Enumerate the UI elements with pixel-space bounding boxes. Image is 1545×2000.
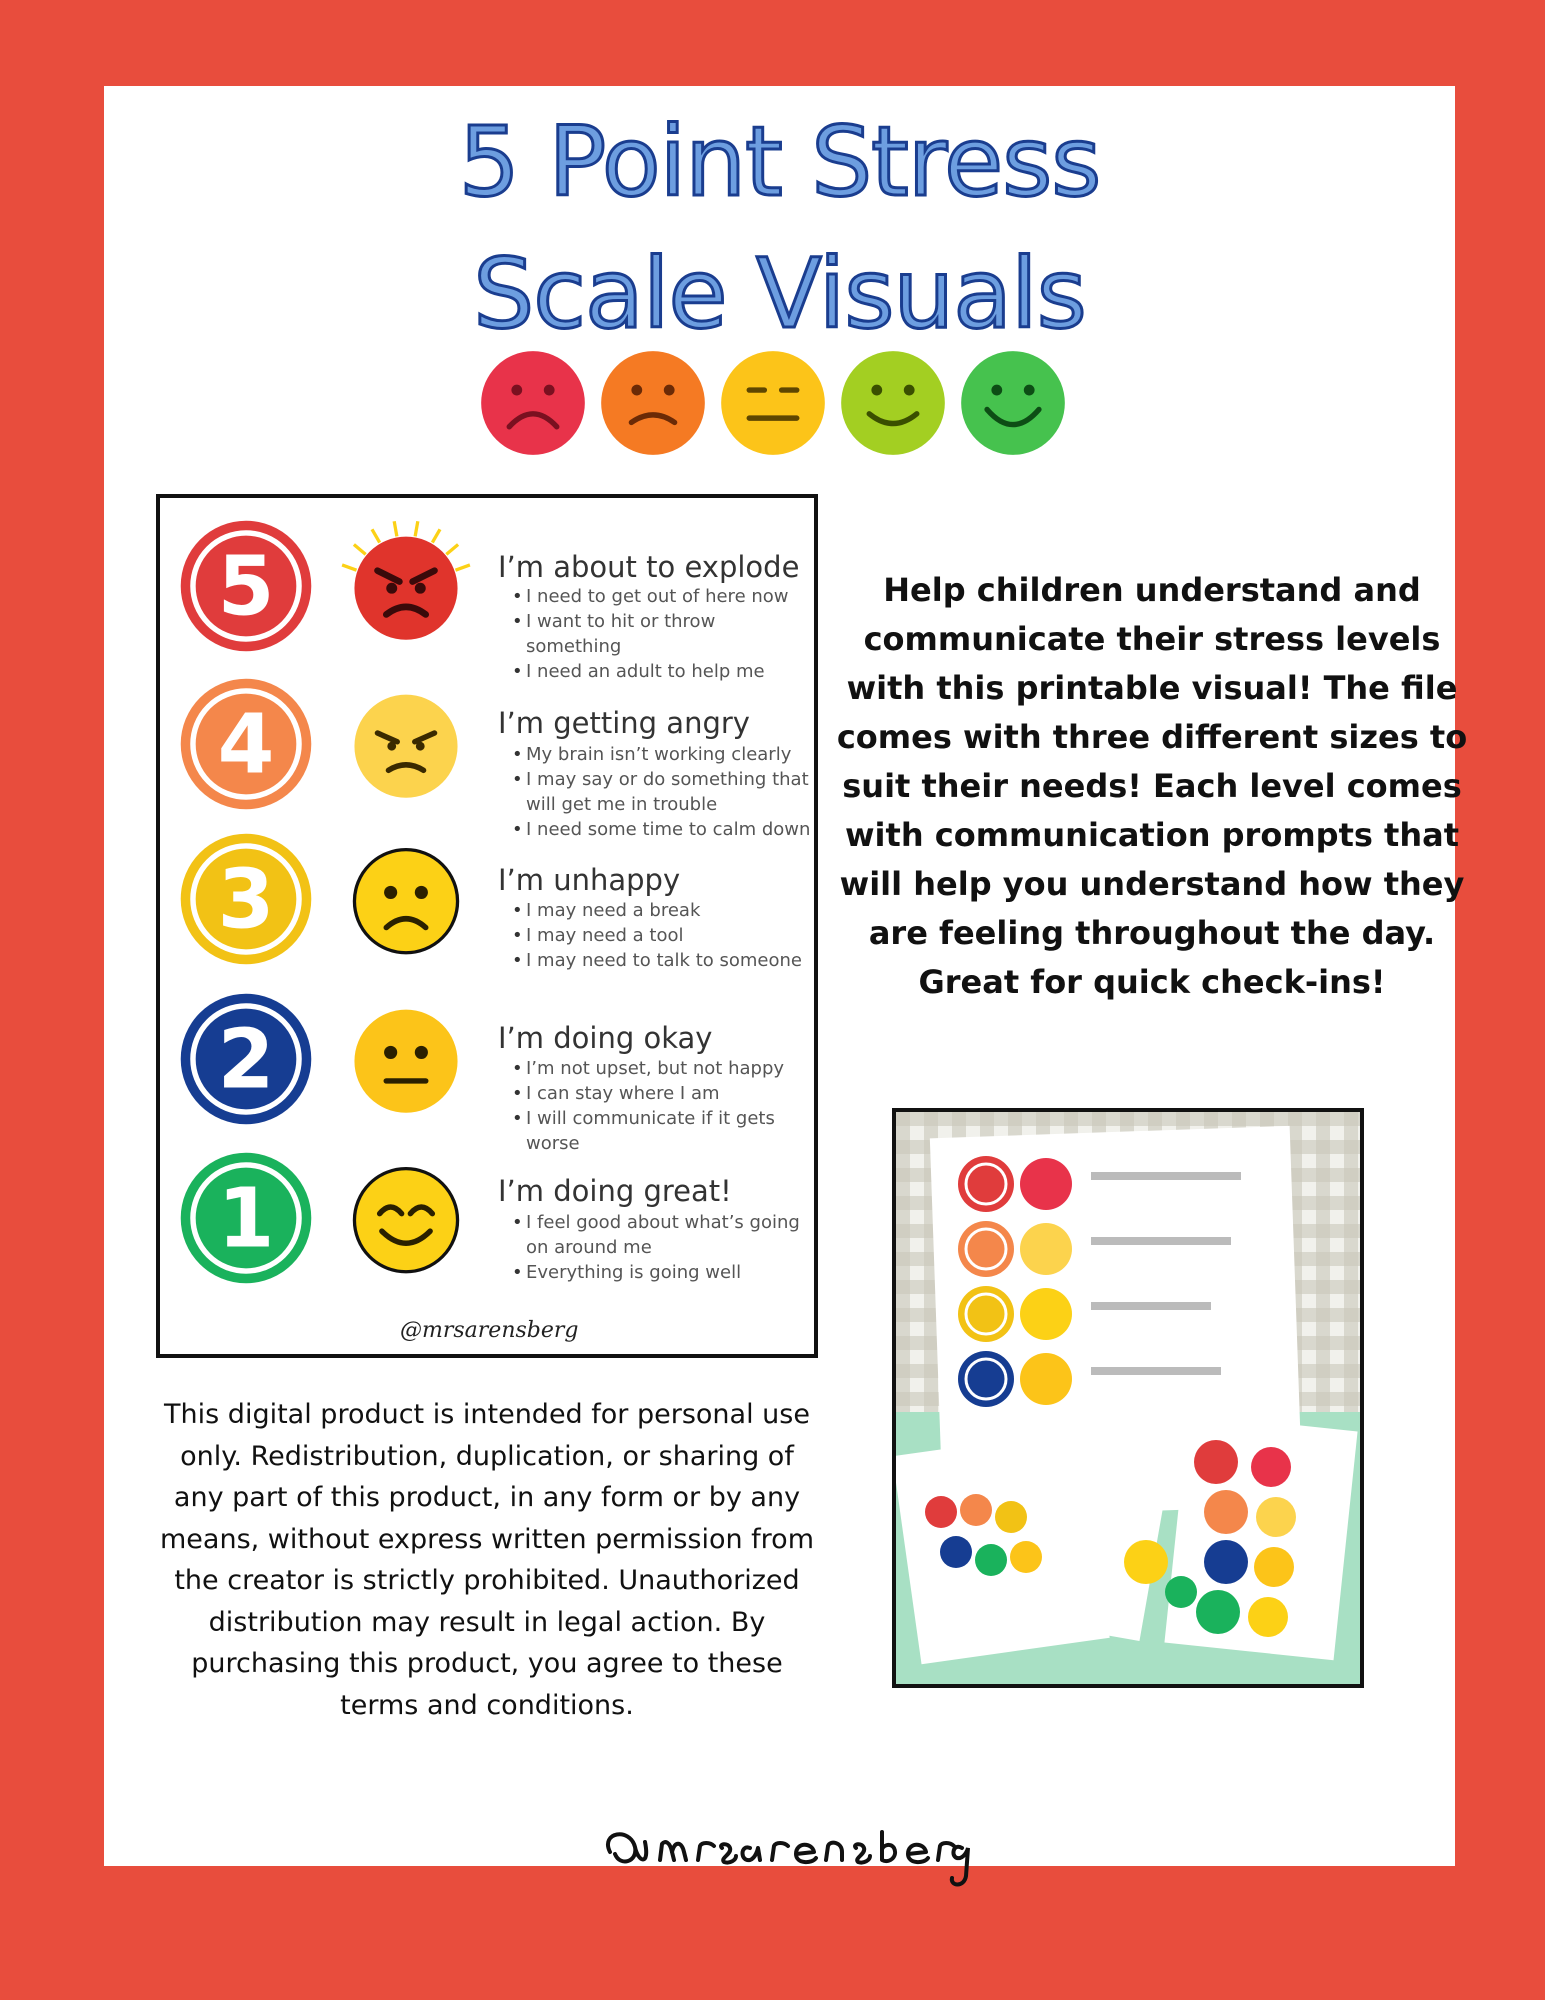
very-sad-face-icon bbox=[479, 349, 587, 457]
level-number-badge bbox=[178, 1150, 314, 1286]
title-line-1: 5 Point Stress bbox=[458, 106, 1101, 218]
signature-handwriting bbox=[590, 1812, 970, 1892]
level-number-badge bbox=[178, 991, 314, 1127]
neutral-face-icon bbox=[338, 991, 474, 1127]
level-prompts bbox=[500, 898, 812, 973]
level-number: 2 bbox=[217, 1012, 275, 1108]
level-number: 4 bbox=[217, 697, 275, 793]
frustrated-face-icon bbox=[338, 676, 474, 812]
level-number: 3 bbox=[217, 852, 275, 948]
level-number-badge bbox=[178, 676, 314, 812]
level-heading: I’m doing great! bbox=[498, 1174, 732, 1208]
level-prompt-item: • I need to get out of here now bbox=[512, 584, 812, 609]
level-prompt-item: • I may need to talk to someone bbox=[512, 948, 812, 973]
level-heading: I’m unhappy bbox=[498, 863, 681, 897]
level-prompt-item: • I may need a break bbox=[512, 898, 812, 923]
level-prompts bbox=[500, 1056, 812, 1156]
frown-face-icon bbox=[338, 831, 474, 967]
level-prompt-item: • I’m not upset, but not happy bbox=[512, 1056, 812, 1081]
level-prompt-item: • I can stay where I am bbox=[512, 1081, 812, 1106]
legal-notice: This digital product is intended for personal use only. Redistribution, duplication, or sharing of any part of this product, in any form or by any means, without express written permission from the creator is strictly prohibited. Unauthorized distribution may result in legal action. By purchasing this product, you agree to these terms and conditions. bbox=[160, 1399, 814, 1721]
neutral-face-icon bbox=[719, 349, 827, 457]
product-page bbox=[104, 86, 1468, 1866]
level-heading: I’m about to explode bbox=[498, 550, 800, 584]
product-photo bbox=[892, 1108, 1364, 1688]
level-prompt-item: • I may need a tool bbox=[512, 923, 812, 948]
smiling-face-icon bbox=[338, 1150, 474, 1286]
level-prompt-item: • My brain isn’t working clearly bbox=[512, 742, 812, 767]
angry-face-icon bbox=[338, 518, 474, 654]
level-number-badge bbox=[178, 518, 314, 654]
level-prompt-item: • I need an adult to help me bbox=[512, 659, 812, 684]
level-prompt-item: • I will communicate if it gets worse bbox=[512, 1106, 812, 1156]
product-description: Help children understand and communicate their stress levels with this printable visual! The file comes with three different sizes to suit their needs! Each level comes with communication prompts that will help you understand how they are feeling throughout the day. Great for quick check-ins! bbox=[836, 571, 1468, 1001]
level-prompt-item: • I may say or do something that will get me in trouble bbox=[512, 767, 812, 817]
sad-face-icon bbox=[599, 349, 707, 457]
card-signature: @mrsarensberg bbox=[400, 1318, 579, 1343]
level-heading: I’m doing okay bbox=[498, 1021, 713, 1055]
smile-face-icon bbox=[839, 349, 947, 457]
header-faces bbox=[479, 349, 1079, 469]
creator-signature bbox=[104, 1812, 1455, 1897]
level-prompts bbox=[500, 584, 812, 684]
level-number: 1 bbox=[217, 1171, 275, 1267]
stress-scale-card bbox=[156, 494, 818, 1358]
level-heading: I’m getting angry bbox=[498, 706, 750, 740]
level-prompt-item: • I feel good about what’s going on around me bbox=[512, 1210, 812, 1260]
title-line-2: Scale Visuals bbox=[473, 238, 1086, 350]
level-number-badge bbox=[178, 831, 314, 967]
level-prompt-item: • Everything is going well bbox=[512, 1260, 812, 1285]
level-prompt-item: • I want to hit or throw something bbox=[512, 609, 812, 659]
level-prompts bbox=[500, 742, 812, 842]
level-number: 5 bbox=[217, 539, 275, 635]
happy-face-icon bbox=[959, 349, 1067, 457]
level-prompts bbox=[500, 1210, 812, 1285]
level-prompt-item: • I need some time to calm down bbox=[512, 817, 812, 842]
